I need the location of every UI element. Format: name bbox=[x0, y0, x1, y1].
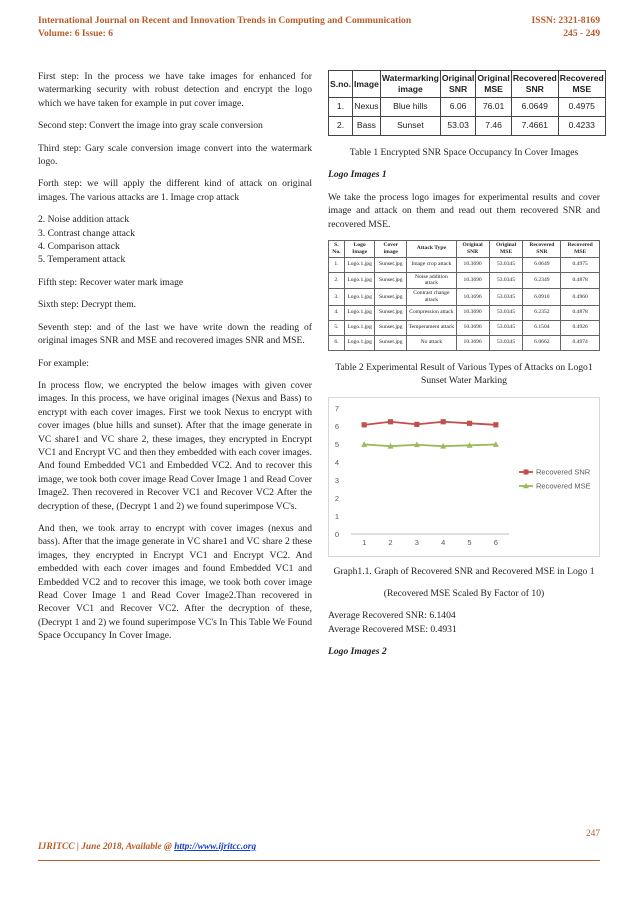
y-tick-label: 3 bbox=[334, 475, 339, 485]
table-cell: 6.2349 bbox=[523, 272, 561, 289]
x-tick-label: 4 bbox=[441, 537, 446, 547]
legend-marker bbox=[524, 469, 529, 474]
table-header-cell: Cover image bbox=[375, 241, 407, 258]
table-cell: 10.3696 bbox=[456, 257, 489, 272]
table-cell: Sunset.jpg bbox=[375, 335, 407, 350]
table-cell: Bass bbox=[353, 117, 381, 136]
table-row bbox=[329, 272, 600, 289]
table-row bbox=[329, 289, 600, 306]
table-cell: 76.01 bbox=[476, 98, 511, 117]
table-header-cell: Recovered SNR bbox=[511, 71, 558, 98]
table-row bbox=[329, 257, 600, 272]
table-cell: 7.46 bbox=[476, 117, 511, 136]
table-row bbox=[329, 335, 600, 350]
table-header-cell: Recovered MSE bbox=[558, 71, 605, 98]
table-header-cell: Image bbox=[353, 71, 381, 98]
table-header-cell: Original MSE bbox=[476, 71, 511, 98]
y-tick-label: 6 bbox=[334, 421, 339, 431]
table-1-caption: Table 1 Encrypted SNR Space Occupancy In Cover Images bbox=[349, 147, 579, 158]
table-cell: Temperament attack bbox=[407, 320, 457, 335]
table-cell: Sunset.jpg bbox=[375, 289, 407, 306]
table-cell: Sunset bbox=[380, 117, 440, 136]
series-line-recovered-mse bbox=[364, 444, 496, 446]
table-cell: 53.0345 bbox=[489, 257, 523, 272]
table-cell: 53.0345 bbox=[489, 305, 523, 320]
table-cell: Logo.1.jpg bbox=[344, 289, 375, 306]
table-header-cell: Logo Image bbox=[344, 241, 375, 258]
journal-header bbox=[38, 14, 411, 40]
x-tick-label: 5 bbox=[467, 537, 472, 547]
graph-caption: Graph1.1. Graph of Recovered SNR and Recovered MSE in Logo 1 bbox=[333, 565, 595, 577]
page-number: 247 bbox=[585, 829, 600, 839]
step-6: Sixth step: Decrypt them. bbox=[38, 299, 137, 311]
table-cell: 0.4960 bbox=[561, 289, 600, 306]
table-cell: 1. bbox=[329, 98, 353, 117]
footer-text: IJRITCC | June 2018, Available @ bbox=[38, 842, 175, 852]
table-cell: No attack bbox=[407, 335, 457, 350]
table-cell: Logo.1.jpg bbox=[344, 305, 375, 320]
y-tick-label: 4 bbox=[334, 457, 339, 467]
data-point-recovered-snr bbox=[493, 422, 498, 427]
table-cell: 6.06 bbox=[440, 98, 475, 117]
logo-images-1-heading: Logo Images 1 bbox=[328, 169, 387, 181]
table-cell: Logo.1.jpg bbox=[344, 257, 375, 272]
data-point-recovered-snr bbox=[441, 419, 446, 424]
issn: ISSN: 2321-8169 bbox=[531, 15, 600, 26]
table-cell: 6.0662 bbox=[523, 335, 561, 350]
table-cell: 53.03 bbox=[440, 117, 475, 136]
step-1: First step: In the process we have take images for enhanced for watermarking security with robust detection and encrypt the logo which we have taken for example in put cover image. bbox=[38, 71, 312, 109]
step-4: Forth step: we will apply the different kind of attack on original images. The various attacks are 1. Image crop attack bbox=[38, 178, 312, 203]
table-cell: 0.4975 bbox=[558, 98, 605, 117]
left-column bbox=[38, 70, 312, 652]
table-cell: Logo.1.jpg bbox=[344, 320, 375, 335]
table-header-cell: Attack Type bbox=[407, 241, 457, 258]
table-cell: 6.0649 bbox=[511, 98, 558, 117]
table-cell: Image crop attack bbox=[407, 257, 457, 272]
journal-header-right bbox=[532, 14, 601, 40]
table-cell: 10.3696 bbox=[456, 320, 489, 335]
table-header-cell: Original SNR bbox=[440, 71, 475, 98]
y-tick-label: 5 bbox=[334, 439, 339, 449]
series-line-recovered-snr bbox=[364, 421, 496, 424]
table-row bbox=[329, 305, 600, 320]
x-tick-label: 2 bbox=[388, 537, 393, 547]
table-cell: Sunset.jpg bbox=[375, 257, 407, 272]
table-cell: Contrast change attack bbox=[407, 289, 457, 306]
table-cell: 6.0649 bbox=[523, 257, 561, 272]
table-cell: Sunset.jpg bbox=[375, 320, 407, 335]
table-row bbox=[329, 98, 606, 117]
table-cell: Nexus bbox=[353, 98, 381, 117]
data-point-recovered-snr bbox=[388, 419, 393, 424]
attack-item: 4. Comparison attack bbox=[38, 241, 120, 253]
table-cell: 53.0345 bbox=[489, 335, 523, 350]
process-flow-paragraph: In process flow, we encrypted the below images with given cover images. In this process, we have original images (Nexus and Bass) to encrypt with each cover images. First we took Nexus to encrypt with cover images (blue hills and sunset). After that the image generate in VC share1 and VC share 2, these images, they encrypted in Encrypt VC1 and Encrypt VC and then they embedded with each cover images. And found Embedded VC1 and Embedded VC2. And to recover this image, we took both cover image Read Cover Image 1 and Read Cover Image2. Then recovered in Recover VC1 and Recover VC2 After the decryption of these, (Decrypt 1 and 2) we found superimpose VC's. bbox=[38, 379, 312, 512]
table-cell: 6.0910 bbox=[523, 289, 561, 306]
table-cell: 53.0345 bbox=[489, 272, 523, 289]
table-header-cell: Original SNR bbox=[456, 241, 489, 258]
table-cell: Sunset.jpg bbox=[375, 272, 407, 289]
table-header-cell: Original MSE bbox=[489, 241, 523, 258]
table-cell: 0.4233 bbox=[558, 117, 605, 136]
for-example: For example: bbox=[38, 357, 89, 369]
table-cell: 2. bbox=[329, 272, 345, 289]
average-snr: Average Recovered SNR: 6.1404 bbox=[328, 610, 456, 622]
logo-images-2-heading: Logo Images 2 bbox=[328, 646, 387, 658]
table-header-row bbox=[329, 241, 600, 258]
x-tick-label: 3 bbox=[414, 537, 419, 547]
journal-title: International Journal on Recent and Innovation Trends in Computing and Communication bbox=[38, 15, 412, 26]
x-tick-label: 1 bbox=[362, 537, 367, 547]
table-2-body bbox=[329, 257, 600, 350]
table-header-cell: Watermarking image bbox=[380, 71, 440, 98]
array-paragraph: And then, we took array to encrypt with cover images (nexus and bass). After that the image generate in VC share1 and VC share 2 these images, they encrypted in Encrypt VC1 and Encrypt VC2. And embedded with each cover images and found Embedded VC1 and Embedded VC2 and to recover this image, we took both cover image Read Cover Image 1 and Read Cover Image2.Than recovered in Recover VC1 and Recover VC2. After the decryption of these, (Decrypt 1 and 2) we found superimpose VC's In This Table We Found Space Occupancy In Cover Image. bbox=[38, 522, 312, 642]
table-cell: 53.0345 bbox=[489, 320, 523, 335]
table-cell: 3. bbox=[329, 289, 345, 306]
table-cell: 0.4975 bbox=[561, 257, 600, 272]
step-7: Seventh step: and of the last we have write down the reading of original images SNR and MSE and recovered images SNR and MSE. bbox=[38, 321, 312, 347]
graph-1-1 bbox=[328, 397, 600, 557]
table-cell: Blue hills bbox=[380, 98, 440, 117]
table-header-cell: Recovered SNR bbox=[523, 241, 561, 258]
right-column bbox=[328, 70, 604, 668]
legend-label: Recovered SNR bbox=[536, 467, 591, 477]
attack-item: 5. Temperament attack bbox=[38, 254, 126, 266]
table-cell: Logo.1.jpg bbox=[344, 335, 375, 350]
page-range: 245 - 249 bbox=[563, 28, 600, 39]
table-1 bbox=[328, 70, 606, 136]
y-tick-label: 2 bbox=[334, 493, 339, 503]
attack-list bbox=[38, 213, 312, 267]
table-cell: 6.1504 bbox=[523, 320, 561, 335]
table-row bbox=[329, 320, 600, 335]
data-point-recovered-snr bbox=[362, 422, 367, 427]
table-row bbox=[329, 117, 606, 136]
table-cell: 6. bbox=[329, 335, 345, 350]
table-cell: Noise addition attack bbox=[407, 272, 457, 289]
footer bbox=[38, 842, 256, 852]
journal-link[interactable]: http://www.ijritcc.org bbox=[174, 842, 257, 852]
table-header-row bbox=[329, 71, 606, 98]
footer-rule bbox=[38, 860, 600, 861]
table-cell: 10.3696 bbox=[456, 289, 489, 306]
table-cell: 10.3696 bbox=[456, 335, 489, 350]
graph-note: (Recovered MSE Scaled By Factor of 10) bbox=[383, 588, 545, 600]
x-tick-label: 6 bbox=[493, 537, 498, 547]
table-cell: 2. bbox=[329, 117, 353, 136]
table-cell: Logo.1.jpg bbox=[344, 272, 375, 289]
attack-item: 2. Noise addition attack bbox=[38, 214, 130, 226]
legend-label: Recovered MSE bbox=[536, 481, 591, 491]
average-mse: Average Recovered MSE: 0.4931 bbox=[328, 623, 457, 635]
table-cell: 10.3696 bbox=[456, 272, 489, 289]
table-cell: 10.3696 bbox=[456, 305, 489, 320]
table-header-cell: Recovered MSE bbox=[561, 241, 600, 258]
y-tick-label: 1 bbox=[334, 511, 339, 521]
logo-images-paragraph: We take the process logo images for experimental results and cover image and attack on them and read out them recovered SNR and recovered MSE. bbox=[328, 191, 600, 230]
table-cell: Sunset.jpg bbox=[375, 305, 407, 320]
recovered-snr-mse-chart bbox=[329, 398, 599, 556]
table-cell: 0.4878 bbox=[561, 305, 600, 320]
step-5: Fifth step: Recover water mark image bbox=[38, 276, 184, 288]
table-cell: 0.4974 bbox=[561, 335, 600, 350]
table-cell: 6.2352 bbox=[523, 305, 561, 320]
table-header-cell: S.no. bbox=[329, 71, 353, 98]
data-point-recovered-snr bbox=[467, 420, 472, 425]
y-tick-label: 0 bbox=[334, 529, 339, 539]
table-cell: 7.4661 bbox=[511, 117, 558, 136]
table-cell: 5. bbox=[329, 320, 345, 335]
table-2 bbox=[328, 240, 600, 351]
table-cell: Compression attack bbox=[407, 305, 457, 320]
step-3: Third step: Gary scale conversion image convert into the watermark logo. bbox=[38, 142, 312, 168]
table-cell: 53.0345 bbox=[489, 289, 523, 306]
data-point-recovered-snr bbox=[414, 421, 419, 426]
attack-item: 3. Contrast change attack bbox=[38, 227, 135, 239]
table-cell: 0.4878 bbox=[561, 272, 600, 289]
journal-volume: Volume: 6 Issue: 6 bbox=[38, 28, 114, 39]
step-2: Second step: Convert the image into gray scale conversion bbox=[38, 120, 263, 132]
table-cell: 4. bbox=[329, 305, 345, 320]
y-tick-label: 7 bbox=[334, 403, 339, 413]
table-2-caption: Table 2 Experimental Result of Various Types of Attacks on Logo1 Sunset Water Marking bbox=[335, 361, 593, 387]
table-cell: 1. bbox=[329, 257, 345, 272]
table-header-cell: S. No. bbox=[329, 241, 345, 258]
table-cell: 0.4926 bbox=[561, 320, 600, 335]
